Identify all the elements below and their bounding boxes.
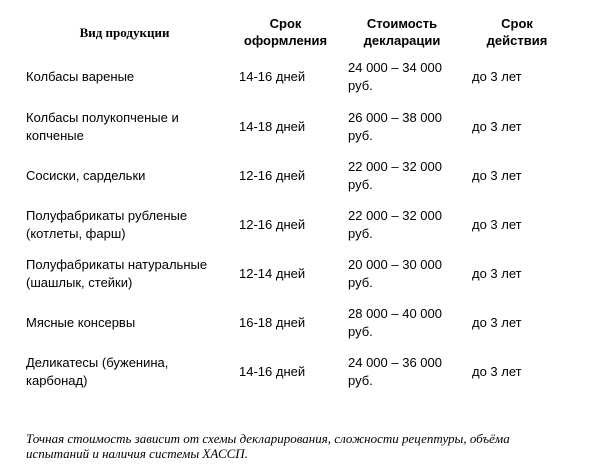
cell-validity: до 3 лет [472,363,522,379]
cell-term: 12-14 дней [239,265,306,281]
table-row [18,151,570,200]
cell-term: 12-16 дней [239,167,306,183]
products-table [18,12,570,396]
cell-term: 14-18 дней [239,118,306,134]
table-row [18,249,570,298]
header-cost: Стоимость декларации [363,16,441,48]
cell-product: Колбасы вареные [26,69,135,84]
cell-product: Колбасы полукопченые и копченые [26,109,179,143]
table-row [18,200,570,249]
cell-term: 16-18 дней [239,314,306,330]
cell-product: Мясные консервы [26,314,136,330]
cell-product: Деликатесы (буженина, карбонад) [26,354,169,388]
cell-term: 14-16 дней [239,363,306,379]
cell-cost: 26 000 – 38 000 руб. [348,109,442,143]
header-product: Вид продукции [79,24,170,40]
table-row [18,102,570,151]
cell-cost: 24 000 – 34 000 руб. [348,60,442,93]
cell-cost: 20 000 – 30 000 руб. [348,256,442,290]
table-row [18,347,570,396]
cell-validity: до 3 лет [472,265,522,281]
cell-term: 12-16 дней [239,216,306,232]
table-row [18,298,570,347]
cell-validity: до 3 лет [472,69,522,84]
table-header [18,12,570,52]
cell-term: 14-16 дней [239,69,306,84]
cell-validity: до 3 лет [472,216,522,232]
cell-product: Сосиски, сардельки [26,167,146,183]
cell-cost: 22 000 – 32 000 руб. [348,158,442,192]
table-body [18,52,570,396]
cell-product: Полуфабрикаты рубленые (котлеты, фарш) [26,207,188,241]
clipped-top-text-fragment [0,0,592,3]
cell-validity: до 3 лет [472,314,522,330]
cell-cost: 22 000 – 32 000 руб. [348,207,442,241]
header-row [18,12,570,52]
cell-cost: 28 000 – 40 000 руб. [348,305,442,339]
cell-validity: до 3 лет [472,118,522,134]
cell-product: Полуфабрикаты натуральные (шашлык, стейки) [26,256,208,290]
header-validity: Срок действия [486,16,548,48]
table-row [18,52,570,102]
cell-validity: до 3 лет [472,167,522,183]
cell-cost: 24 000 – 36 000 руб. [348,354,442,388]
footnote: Точная стоимость зависит от схемы декларирования, сложности рецептуры, объёма испытаний и наличия системы ХАССП. [26,431,510,461]
header-term: Срок оформления [243,16,328,48]
